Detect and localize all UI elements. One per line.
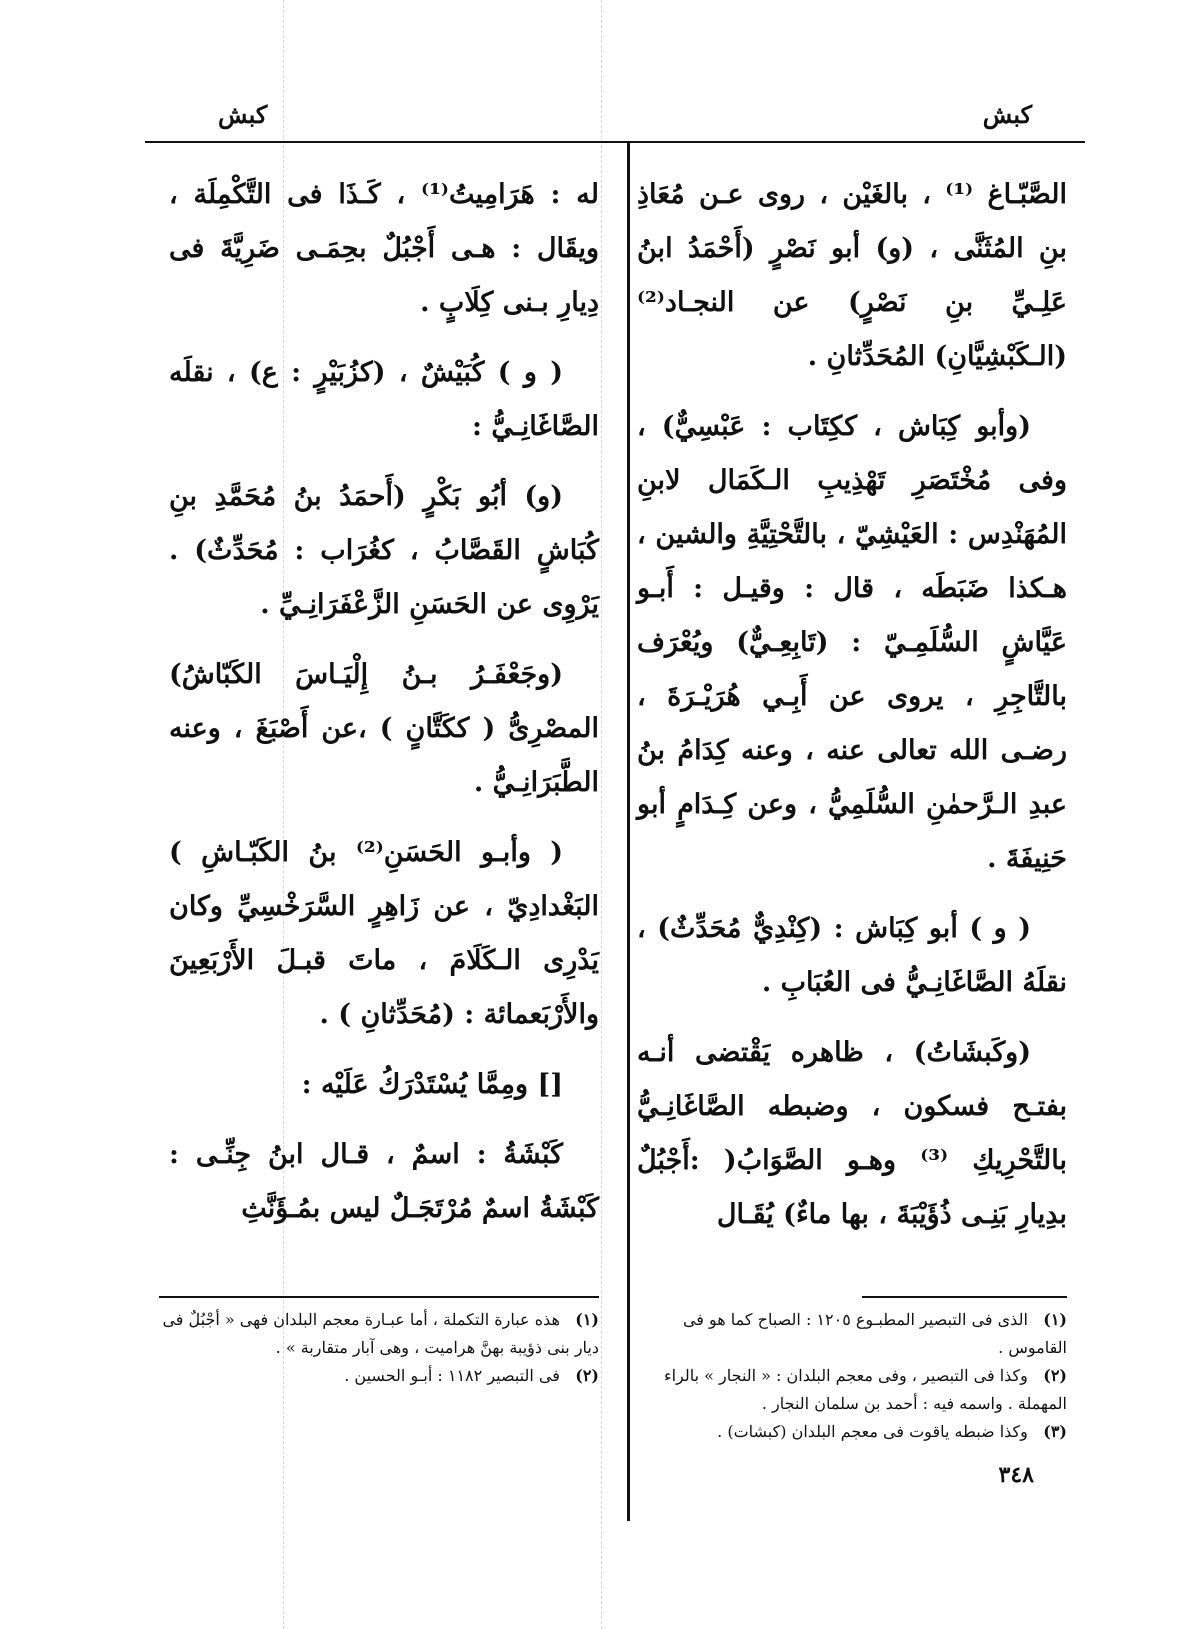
footnote-number: (٢) bbox=[575, 1366, 599, 1385]
footnote-number: (٣) bbox=[1043, 1422, 1067, 1441]
entry-paragraph: (وأبو كِبَاش ، ككِتَاب : عَبْسِيٌّ) ، وفى مُخْتَصَرِ تَهْذِيبِ الـكَمَال لابنِ المُهَنْدِس : العَيْشِيّ ، بالتَّحْتِيَّةِ والشين ، هـكذا ضَبَطَه ، قال : وقيـل : أَبـو عَيَّاشٍ السُّلَمِـيّ : (تَابِعِـيٌّ) ويُعْرَف بالتَّاجِرِ ، يروى عن أَبِـي هُرَيْـرَةَ ، رضـى الله تعالى عنه ، وعنه كِدَامُ بنُ عبدِ الـرَّحمٰنِ السُّلَمِيُّ ، وعن كِـدَامٍ أبو حَنِيفَةَ . bbox=[637, 411, 1067, 874]
right-footnotes bbox=[627, 1306, 1067, 1446]
footnote bbox=[159, 1362, 599, 1390]
entry-paragraph: (و) أبُو بَكْرٍ (أَحمَدُ بنُ مُحَمَّدِ بنِ كُبَاشٍ القَصَّابُ ، كغُرَاب : مُحَدِّثٌ) . يَرْوِى عن الحَسَنِ الزَّعْفَرَانِـيِّ . bbox=[169, 481, 599, 620]
footnote-number: (١) bbox=[575, 1310, 599, 1329]
scan-guide-line bbox=[601, 0, 602, 1629]
footnote bbox=[627, 1418, 1067, 1446]
page-number: ٣٤٨ bbox=[998, 1462, 1034, 1488]
entry-paragraph: (وكَبشَاتُ) ، ظاهره يَقْتضى أنـه بفتـح فسكون ، وضبطه الصَّاغَانِـيُّ بالتَّحْرِيكِ ⁽³⁾ وهـو الصَّوَابُ( :أَجْبُلٌ بدِيارِ بَنِـى ذُؤَيْبَةَ ، بها ماءٌ) يُقَـال bbox=[637, 1037, 1068, 1230]
footnote-text: فى التبصير ١١٨٢ : أبـو الحسين . bbox=[344, 1366, 560, 1385]
footnote-text: الذى فى التبصير المطبـوع ١٢٠٥ : الصباح كما هو فى القاموس . bbox=[682, 1310, 1067, 1357]
entry-paragraph: ( و ) أبو كِبَاش : (كِنْدِيٌّ مُحَدِّثٌ) ، نقلَهُ الصَّاغَانِـيُّ فى العُبَابِ . bbox=[637, 913, 1067, 998]
footnote-rule bbox=[862, 1296, 1067, 1298]
footnote-text: وكذا ضبطه ياقوت فى معجم البلدان (كبشات) . bbox=[717, 1422, 1028, 1441]
footnote bbox=[159, 1306, 599, 1362]
footnote-number: (٢) bbox=[1043, 1366, 1067, 1385]
running-head-left: كبش bbox=[218, 100, 268, 129]
entry-paragraph: ( و ) كُبَيْشٌ ، (كزُبَيْرٍ : ع) ، نقلَه الصَّاغَانِـيُّ : bbox=[169, 357, 599, 442]
footnote-text: وكذا فى التبصير ، وفى معجم البلدان : « النجار » بالراء المهملة . واسمه فيه : أحمد بن سلمان النجار . bbox=[664, 1366, 1067, 1413]
entry-paragraph: (وجَعْفَـرُ بـنُ إِلْيَـاسَ الكَبّاشُ) المصْرِىُّ ( ككَتَّانٍ ) ،عن أَصْبَغَ ، وعنه الطَّبَرَانِـيُّ . bbox=[169, 659, 599, 798]
right-column bbox=[637, 168, 1067, 1258]
footnote bbox=[627, 1306, 1067, 1362]
left-column bbox=[169, 168, 599, 1252]
entry-paragraph: كَبْشَةُ : اسمٌ ، قـال ابنُ جِنِّـى : كَبْشَةُ اسمٌ مُرْتَجَـلٌ ليس بمُـؤَنَّثِ bbox=[169, 1139, 599, 1224]
running-head-right: كبش bbox=[982, 100, 1032, 129]
entry-paragraph: الصَّبّـاغ ⁽¹⁾ ، بالغَيْن ، روى عـن مُعَاذِ بنِ المُثَنَّى ، (و) أبو نَصْرٍ (أَحْمَدُ ابنُ عَلِـيِّ بنِ نَصْرٍ) عن النجـاد⁽²⁾ (الـكَبْشِيَّانِ) المُحَدِّثانِ . bbox=[637, 179, 1067, 372]
header-rule bbox=[145, 141, 1085, 143]
footnote-number: (١) bbox=[1043, 1310, 1067, 1329]
section-heading: [] ومِمَّا يُسْتَدْرَكُ عَلَيْه : bbox=[301, 1069, 563, 1100]
footnote bbox=[627, 1362, 1067, 1418]
entry-paragraph: ( وأبـو الحَسَنِ⁽²⁾ بنُ الكَبّـاشِ ) البَغْدادِيّ ، عن زَاهِرٍ السَّرَخْسِيِّ وكان يَدْرِى الـكَلَامَ ، ماتَ قبـلَ الأَرْبَعِينَ والأَرْبَعمائة : (مُحَدِّثانِ ) . bbox=[169, 837, 599, 1030]
left-footnotes bbox=[159, 1306, 599, 1390]
footnote-text: هذه عبارة التكملة ، أما عبـارة معجم البلدان فهى « أجْبُلٌ فى ديار بنى ذؤيبة بهنَّ هراميت ، وهى آبار متقاربة » . bbox=[162, 1310, 599, 1357]
footnote-rule bbox=[159, 1296, 599, 1298]
entry-paragraph: له : هَرَامِيتُ⁽¹⁾ ، كَـذَا فى التَّكْمِلَة ، ويقَال : هـى أَجْبُلٌ بحِمَـى ضَرِيَّةَ فى دِيارِ بـنى كِلَابٍ . bbox=[169, 179, 599, 318]
